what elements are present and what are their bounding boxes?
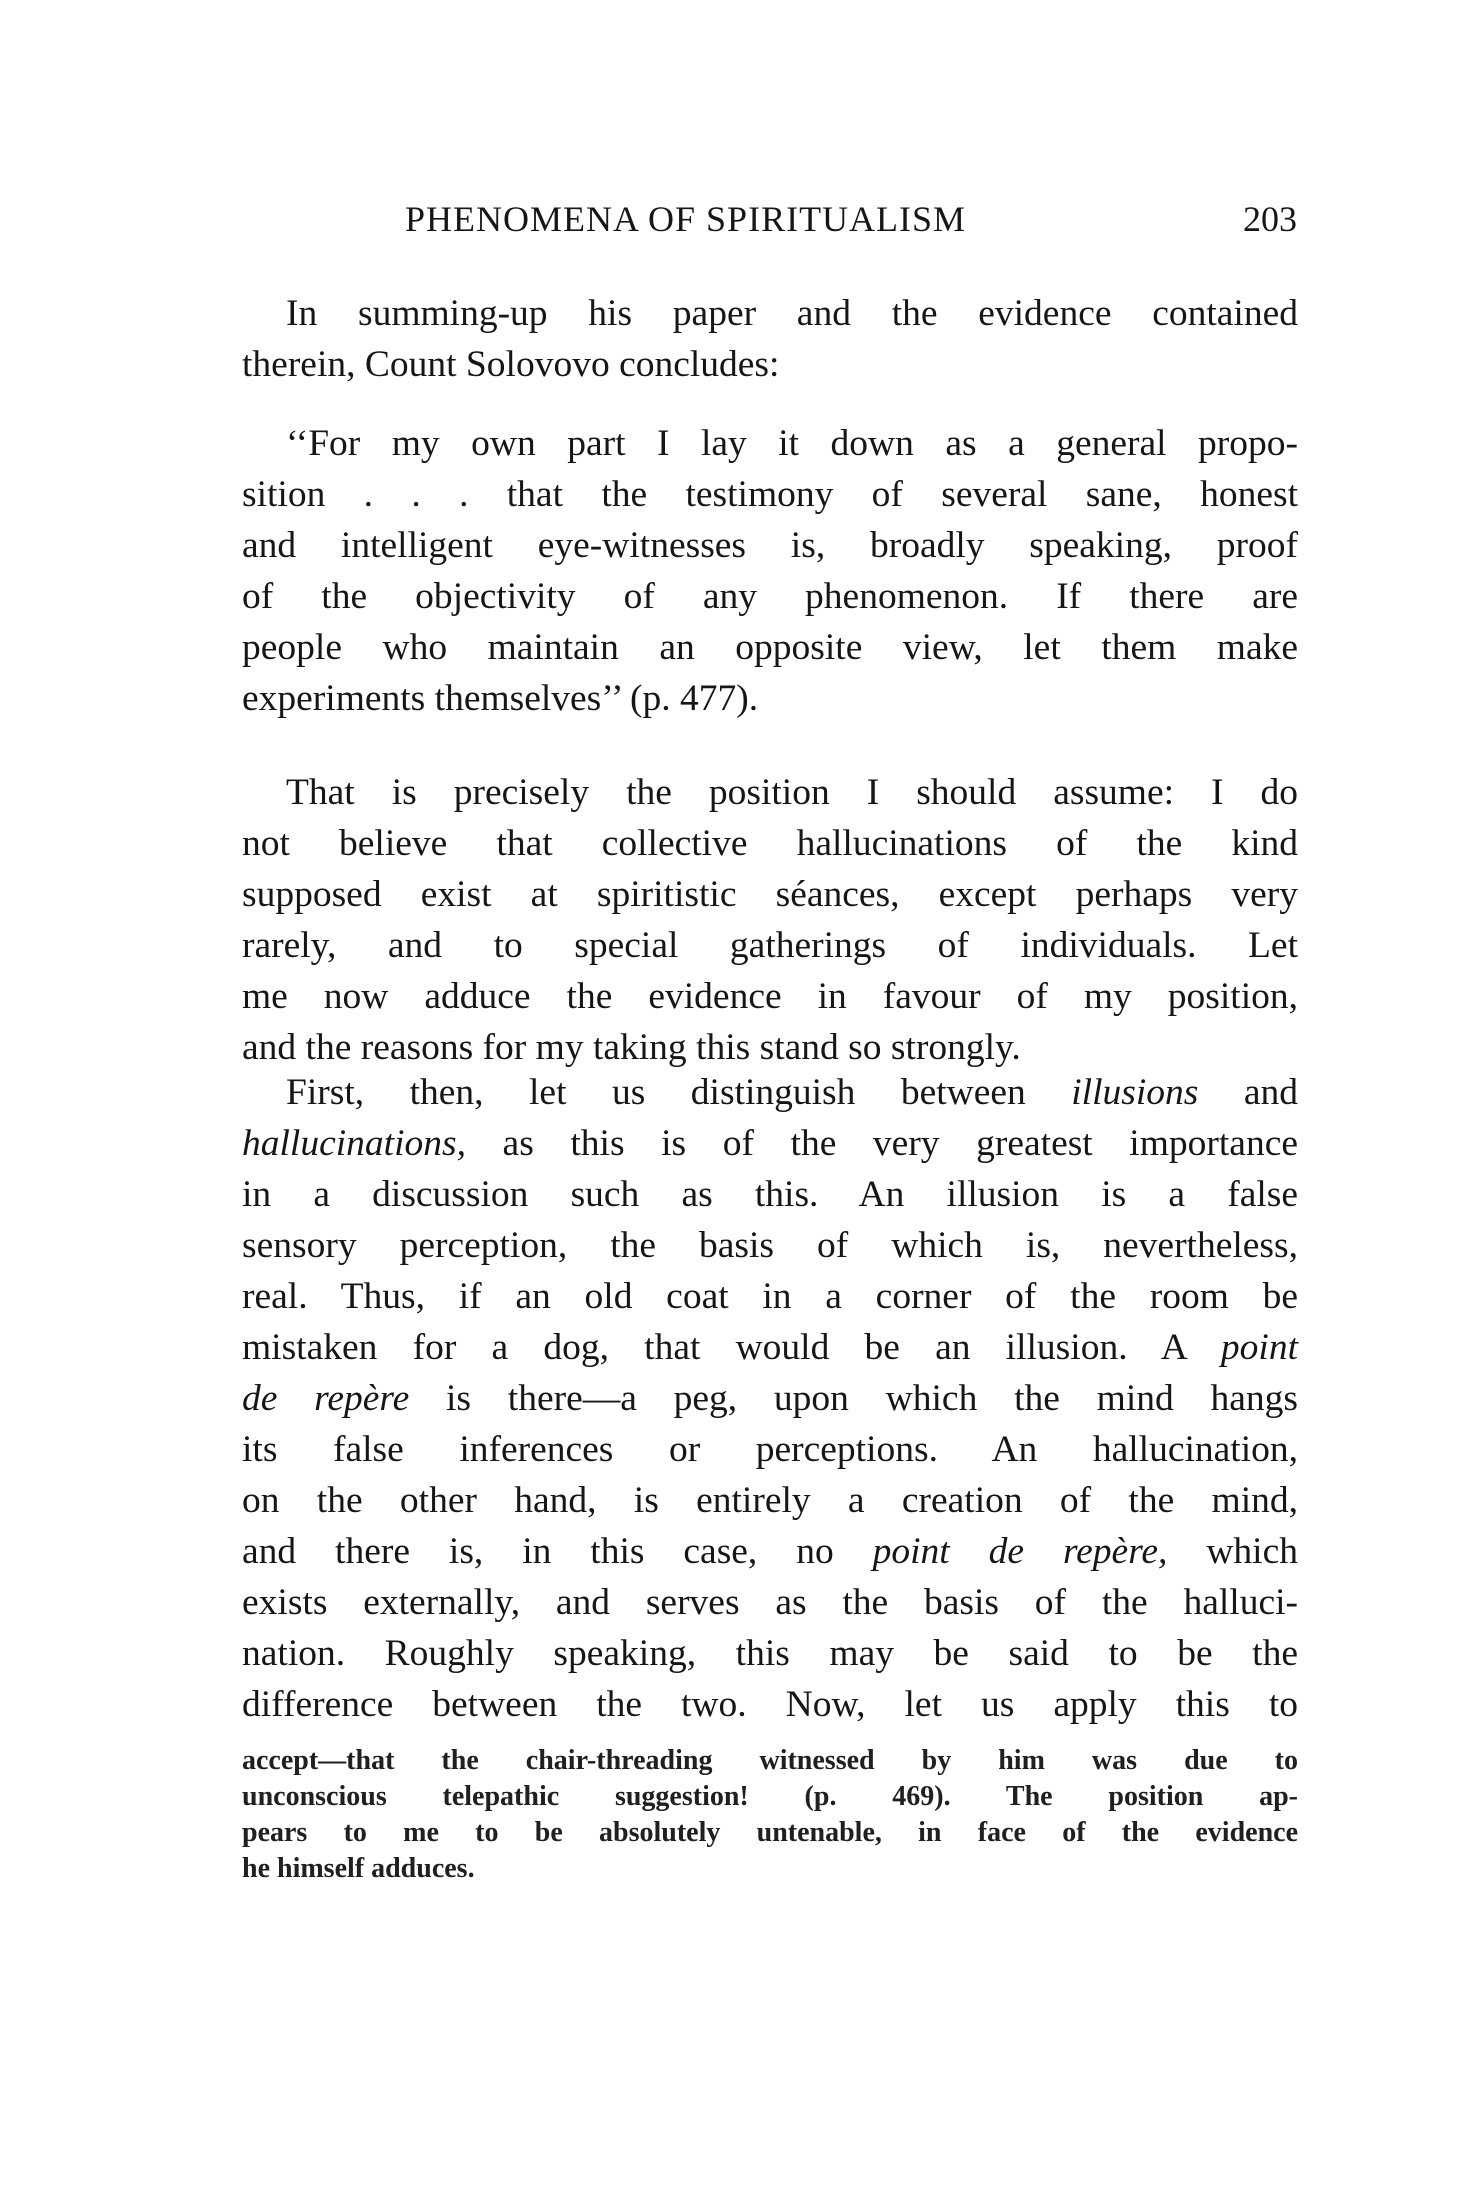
text-run: which: [1167, 1531, 1298, 1572]
footnote-line: unconscious telepathic suggestion! (p. 469). The position ap-: [242, 1781, 1298, 1812]
text-line: of the objectivity of any phenomenon. If there are: [242, 576, 1298, 617]
footnote-line: accept—that the chair-threading witnessed by him was due to: [242, 1745, 1298, 1776]
footnote: [242, 1743, 1298, 1887]
text-run: and there is, in this case, no: [242, 1531, 873, 1572]
running-header: [405, 198, 1297, 248]
text-line: and the reasons for my taking this stand so strongly.: [242, 1027, 1021, 1068]
paragraph-position: [242, 767, 1298, 1073]
text-line: That is precisely the position I should assume: I do: [286, 772, 1298, 813]
text-line: not believe that collective hallucinations of the kind: [242, 823, 1298, 864]
paragraph-illusions: [242, 1067, 1298, 1730]
text-run: as this is of the very greatest importance: [465, 1123, 1298, 1164]
text-line: me now adduce the evidence in favour of my position,: [242, 976, 1298, 1017]
text-line: [242, 1373, 1298, 1424]
text-line: its false inferences or perceptions. An hallucination,: [242, 1429, 1298, 1470]
running-title: PHENOMENA OF SPIRITUALISM: [405, 199, 967, 239]
text-line: people who maintain an opposite view, let them make: [242, 627, 1298, 668]
text-line: on the other hand, is entirely a creation of the mind,: [242, 1480, 1298, 1521]
text-line: difference between the two. Now, let us apply this to: [242, 1684, 1298, 1725]
text-line: rarely, and to special gatherings of individuals. Let: [242, 925, 1298, 966]
page-number: 203: [1243, 199, 1297, 239]
italic-term: illusions: [1071, 1072, 1199, 1113]
text-run: is there—a peg, upon which the mind hangs: [409, 1378, 1299, 1419]
italic-term: point de repère,: [872, 1531, 1168, 1572]
text-line: sition . . . that the testimony of several sane, honest: [242, 474, 1298, 515]
block-quote: [242, 418, 1298, 724]
text-run: and: [1198, 1072, 1298, 1113]
text-run: mistaken for a dog, that would be an illusion. A: [242, 1327, 1221, 1368]
text-line: supposed exist at spiritistic séances, except perhaps very: [242, 874, 1298, 915]
text-line: in a discussion such as this. An illusion is a false: [242, 1174, 1298, 1215]
text-line: [242, 1526, 1298, 1577]
text-line: [242, 1322, 1298, 1373]
text-line: [242, 1118, 1298, 1169]
text-line: and intelligent eye-witnesses is, broadly speaking, proof: [242, 525, 1298, 566]
paragraph-intro: [242, 288, 1298, 390]
text-line: ‘‘For my own part I lay it down as a general propo-: [286, 423, 1298, 464]
text-line: In summing-up his paper and the evidence contained: [286, 293, 1298, 334]
text-run: First, then, let us distinguish between: [286, 1072, 1072, 1113]
italic-term: de repère: [242, 1378, 410, 1419]
italic-term: hallucinations,: [242, 1123, 466, 1164]
text-line: therein, Count Solovovo concludes:: [242, 344, 780, 385]
italic-term: point: [1220, 1327, 1298, 1368]
text-line: exists externally, and serves as the basis of the halluci-: [242, 1582, 1298, 1623]
text-line: experiments themselves’’ (p. 477).: [242, 678, 759, 719]
text-line: nation. Roughly speaking, this may be said to be the: [242, 1633, 1298, 1674]
text-line: real. Thus, if an old coat in a corner of the room be: [242, 1276, 1298, 1317]
footnote-line: pears to me to be absolutely untenable, in face of the evidence: [242, 1817, 1298, 1848]
text-line: sensory perception, the basis of which is, nevertheless,: [242, 1225, 1298, 1266]
text-line: [242, 1067, 1298, 1118]
footnote-line: he himself adduces.: [242, 1853, 475, 1884]
